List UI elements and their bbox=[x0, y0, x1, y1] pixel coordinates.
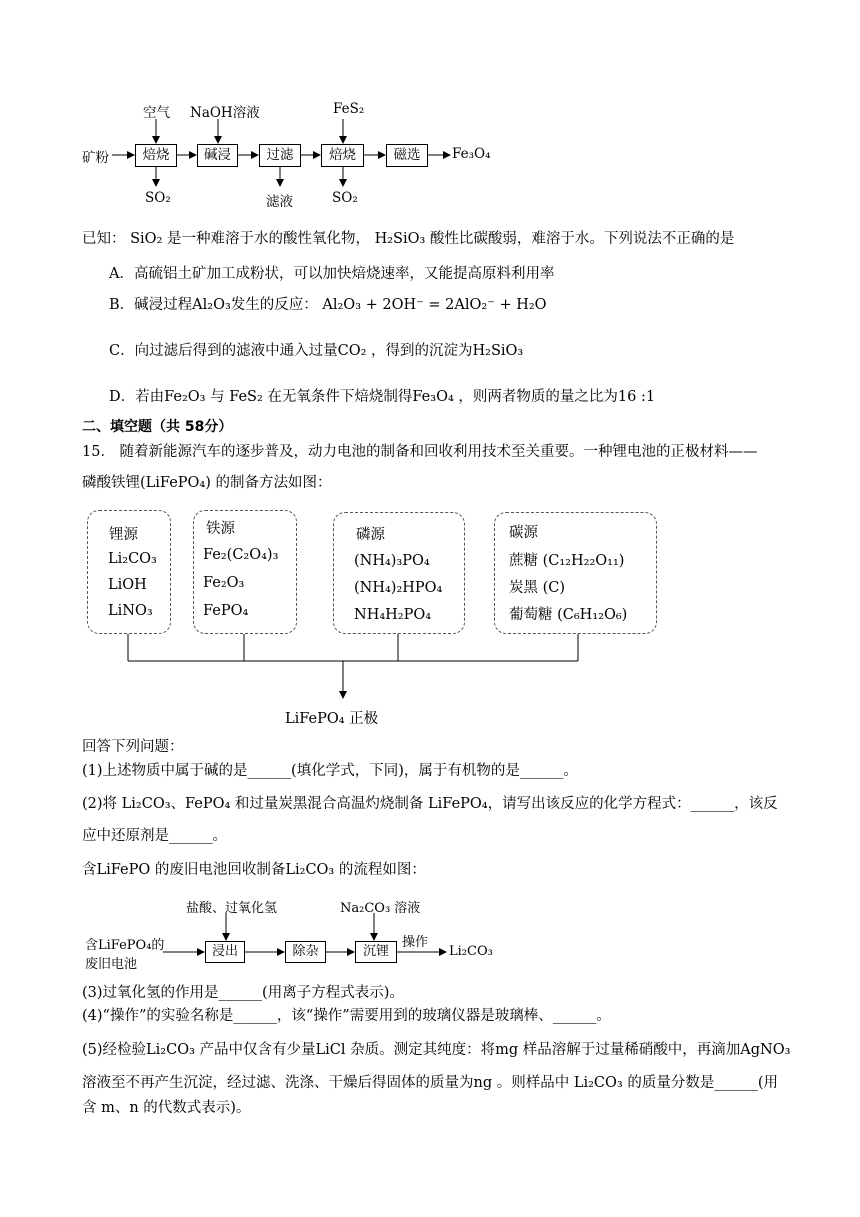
flow1-box-alkali-leach: 碱浸 bbox=[197, 144, 238, 167]
product-label: LiFePO₄ 正极 bbox=[285, 711, 379, 727]
flow2-start-line2: 废旧电池 bbox=[85, 957, 138, 972]
question-1: (1)上述物质中属于碱的是______(填化学式，下同)，属于有机物的是______。 bbox=[82, 763, 578, 779]
flow1-input-fes2: FeS₂ bbox=[333, 101, 365, 117]
phosphorus-source-title: 磷源 bbox=[356, 527, 385, 543]
question-5-line1: (5)经检验Li₂CO₃ 产品中仅含有少量LiCl 杂质。测定其纯度：将mg 样品溶解于过量稀硝酸中，再滴加AgNO₃ bbox=[82, 1042, 791, 1058]
flow1-output-filtrate: 滤液 bbox=[266, 194, 293, 210]
flow2-box-leach: 浸出 bbox=[205, 941, 245, 963]
flow2-start-line1: 含LiFePO₄的 bbox=[85, 938, 165, 953]
flow1-output-so2-1: SO₂ bbox=[145, 190, 171, 206]
lithium-source-item: Li₂CO₃ bbox=[108, 551, 157, 567]
flow1-end: Fe₃O₄ bbox=[452, 146, 491, 162]
lithium-source-title: 锂源 bbox=[109, 527, 138, 543]
flow1-box-filter: 过滤 bbox=[259, 144, 301, 167]
iron-source-item: FePO₄ bbox=[203, 603, 249, 619]
carbon-source-title: 碳源 bbox=[509, 525, 538, 541]
flow1-box-magnetic: 磁选 bbox=[386, 144, 428, 167]
section-heading: 二、填空题（共 58分） bbox=[82, 419, 233, 435]
phosphorus-source-item: NH₄H₂PO₄ bbox=[354, 607, 432, 623]
flow2-end: Li₂CO₃ bbox=[449, 944, 493, 959]
option-d: D．若由Fe₂O₃ 与 FeS₂ 在无氧条件下焙烧制得Fe₃O₄ ，则两者物质的量之比为16 :1 bbox=[109, 389, 656, 405]
flow2-operation-label: 操作 bbox=[402, 935, 429, 950]
question-4: (4)“操作”的实验名称是______，该“操作”需要用到的玻璃仪器是玻璃棒、______。 bbox=[82, 1008, 611, 1024]
flow2-box-precipitate: 沉锂 bbox=[355, 941, 397, 963]
question-3: (3)过氧化氢的作用是______(用离子方程式表示)。 bbox=[82, 985, 404, 1001]
flow1-box-roast-1: 焙烧 bbox=[135, 144, 177, 167]
carbon-source-item: 蔗糖 (C₁₂H₂₂O₁₁) bbox=[509, 553, 625, 569]
answer-prompt: 回答下列问题： bbox=[82, 739, 184, 755]
q15-intro-line1: 15． 随着新能源汽车的逐步普及，动力电池的制备和回收利用技术至关重要。一种锂电池的正极材料—— bbox=[82, 444, 758, 460]
flow1-start: 矿粉 bbox=[82, 150, 109, 166]
question-5-line3: 含 m、n 的代数式表示)。 bbox=[82, 1100, 251, 1116]
iron-source-item: Fe₂O₃ bbox=[203, 575, 245, 591]
question-2-line1: (2)将 Li₂CO₃、FePO₄ 和过量炭黑混合高温灼烧制备 LiFePO₄，请写出该反应的化学方程式：______，该反 bbox=[82, 796, 778, 812]
lithium-source-item: LiOH bbox=[108, 577, 147, 593]
question-5-line2: 溶液至不再产生沉淀，经过滤、洗涤、干燥后得固体的质量为ng 。则样品中 Li₂CO₃ 的质量分数是______(用 bbox=[82, 1075, 778, 1091]
flow1-input-air: 空气 bbox=[143, 105, 170, 121]
flow1-output-so2-2: SO₂ bbox=[332, 190, 358, 206]
known-info: 已知： SiO₂ 是一种难溶于水的酸性氧化物， H₂SiO₃ 酸性比碳酸弱，难溶于水。下列说法不正确的是 bbox=[82, 231, 735, 247]
option-c: C．向过滤后得到的滤液中通入过量CO₂ ，得到的沉淀为H₂SiO₃ bbox=[109, 343, 524, 359]
option-a: A．高硫铝土矿加工成粉状，可以加快焙烧速率，又能提高原料利用率 bbox=[109, 266, 555, 282]
flow2-input-na2co3: Na₂CO₃ 溶液 bbox=[340, 901, 421, 916]
q15-intro-line2: 磷酸铁锂(LiFePO₄) 的制备方法如图： bbox=[82, 475, 332, 491]
flow1-input-naoh: NaOH溶液 bbox=[190, 105, 260, 121]
iron-source-item: Fe₂(C₂O₄)₃ bbox=[203, 547, 279, 563]
flow1-box-roast-2: 焙烧 bbox=[321, 144, 364, 167]
lithium-source-item: LiNO₃ bbox=[108, 603, 153, 619]
flow2-box-purify: 除杂 bbox=[285, 941, 326, 963]
question-2-line2: 应中还原剂是______。 bbox=[82, 828, 227, 844]
phosphorus-source-item: (NH₄)₂HPO₄ bbox=[354, 580, 443, 596]
flow2-input-acid-peroxide: 盐酸、过氧化氢 bbox=[186, 901, 278, 916]
recycle-intro: 含LiFePO 的废旧电池回收制备Li₂CO₃ 的流程如图： bbox=[82, 862, 426, 878]
carbon-source-item: 炭黑 (C) bbox=[509, 580, 566, 596]
phosphorus-source-item: (NH₄)₃PO₄ bbox=[354, 553, 430, 569]
carbon-source-item: 葡萄糖 (C₆H₁₂O₆) bbox=[509, 607, 628, 623]
iron-source-title: 铁源 bbox=[206, 521, 235, 537]
option-b: B．碱浸过程Al₂O₃发生的反应： Al₂O₃ + 2OH⁻ = 2AlO₂⁻ + H₂O bbox=[109, 297, 547, 313]
